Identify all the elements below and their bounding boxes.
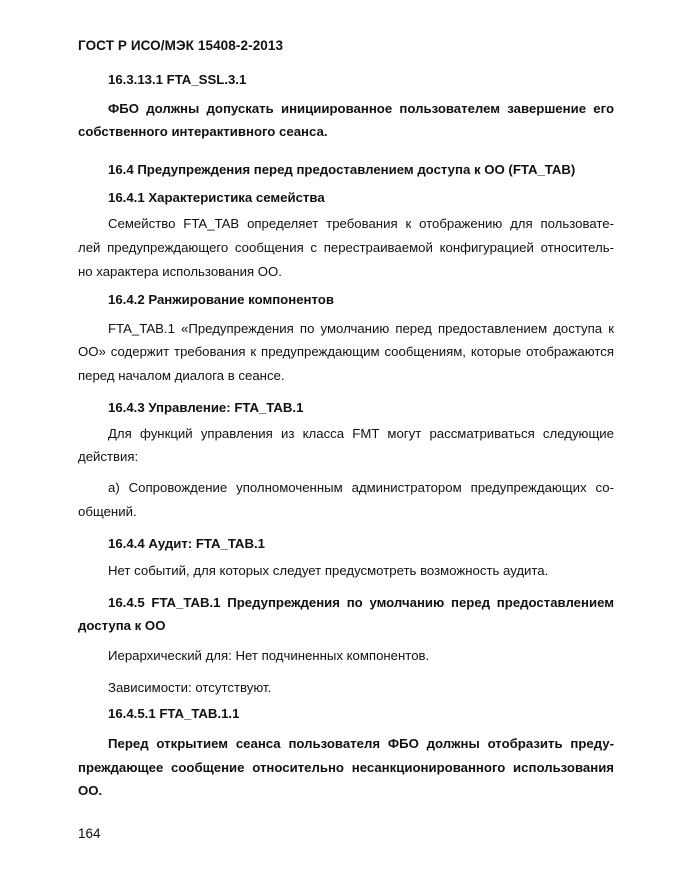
section-heading-16-4-5-1: 16.4.5.1 FTA_TAB.1.1 <box>108 706 240 721</box>
requirement-text-line: собственного интерактивного сеанса. <box>78 124 328 139</box>
paragraph-line: действия: <box>78 449 139 464</box>
paragraph-line: Нет событий, для которых следует предусмотреть возможность аудита. <box>108 563 549 578</box>
section-heading-16-3-13-1: 16.3.13.1 FTA_SSL.3.1 <box>108 72 247 87</box>
paragraph-line: но характера использования ОО. <box>78 264 282 279</box>
paragraph-line: Для функций управления из класса FMT могут рассматриваться следующие <box>108 426 614 441</box>
document-header: ГОСТ Р ИСО/МЭК 15408-2-2013 <box>78 38 284 53</box>
section-heading-16-4-3: 16.4.3 Управление: FTA_TAB.1 <box>108 400 304 415</box>
section-heading-16-4-1: 16.4.1 Характеристика семейства <box>108 190 325 205</box>
section-heading-16-4: 16.4 Предупреждения перед предоставлением доступа к ОО (FTA_TAB) <box>108 162 576 177</box>
section-heading-16-4-4: 16.4.4 Аудит: FTA_TAB.1 <box>108 536 265 551</box>
section-heading-16-4-5-cont: доступа к ОО <box>78 618 166 633</box>
paragraph-line: ОО» содержит требования к предупреждающим сообщениям, которые отображаются <box>78 344 614 359</box>
requirement-text-line: ОО. <box>78 783 103 798</box>
paragraph-line: Семейство FTA_TAB определяет требования к отображению для пользовате- <box>108 216 614 231</box>
section-heading-16-4-5: 16.4.5 FTA_TAB.1 Предупреждения по умолчанию перед предоставлением <box>108 595 614 610</box>
list-item-line: общений. <box>78 504 137 519</box>
section-heading-16-4-2: 16.4.2 Ранжирование компонентов <box>108 292 334 307</box>
requirement-text-line: преждающее сообщение относительно несанкционированного использования <box>78 760 614 775</box>
paragraph-line: Иерархический для: Нет подчиненных компонентов. <box>108 648 430 663</box>
page-number: 164 <box>78 826 101 841</box>
paragraph-line: перед началом диалога в сеансе. <box>78 368 285 383</box>
list-item-line: а) Сопровождение уполномоченным администратором предупреждающих со- <box>108 480 614 495</box>
paragraph-line: FTA_TAB.1 «Предупреждения по умолчанию перед предоставлением доступа к <box>108 321 614 336</box>
paragraph-line: Зависимости: отсутствуют. <box>108 680 272 695</box>
paragraph-line: лей предупреждающего сообщения с перестраиваемой конфигурацией относитель- <box>78 240 614 255</box>
requirement-text-line: Перед открытием сеанса пользователя ФБО должны отобразить преду- <box>108 736 614 751</box>
requirement-text-line: ФБО должны допускать инициированное пользователем завершение его <box>108 101 614 116</box>
